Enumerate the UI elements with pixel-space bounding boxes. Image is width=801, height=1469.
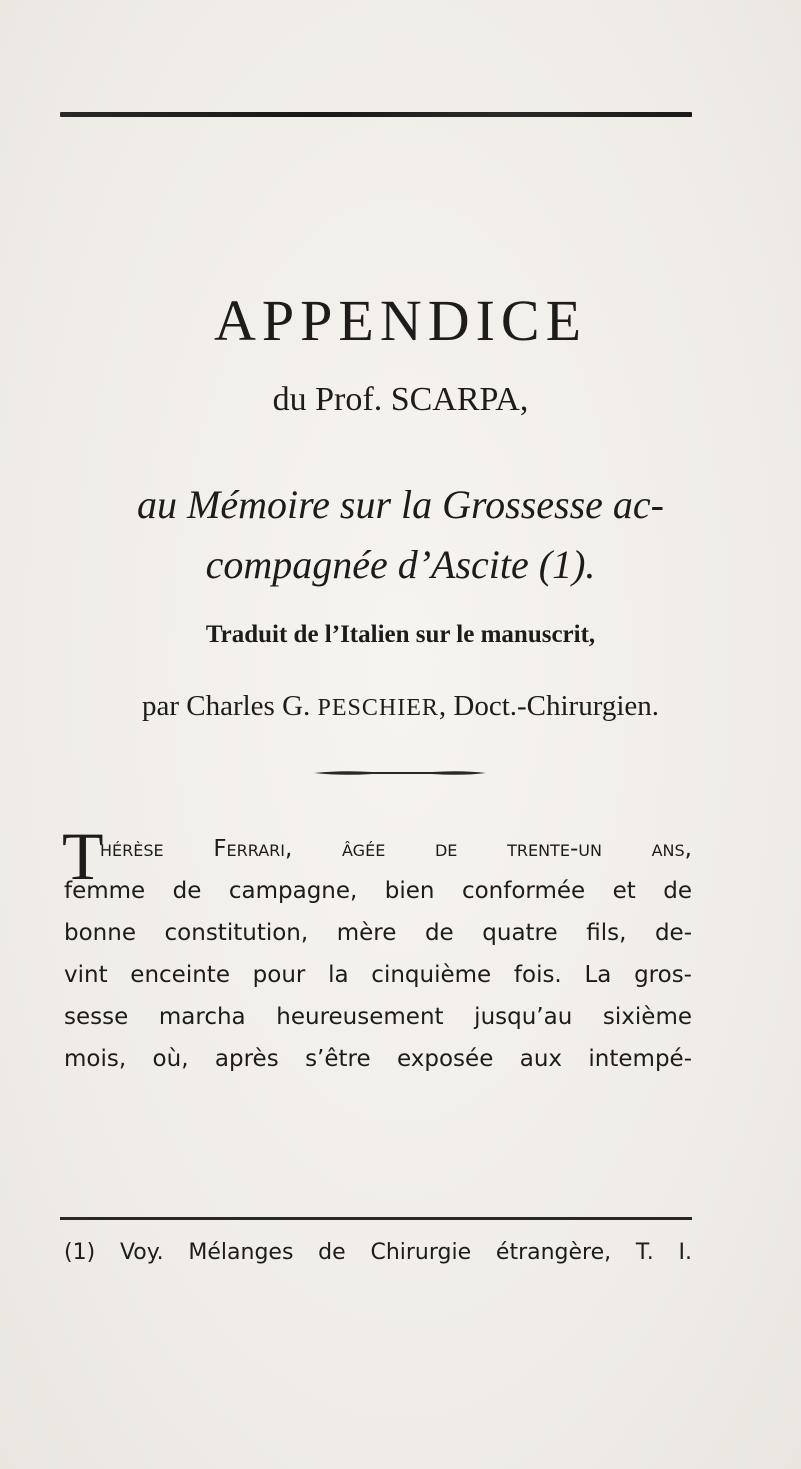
translator-prefix: par Charles G. <box>141 690 311 722</box>
subtitle-line-1: au Mémoire sur la Grossesse ac- <box>137 482 664 527</box>
top-rule <box>60 112 692 117</box>
section-ornament <box>312 770 488 776</box>
translator-suffix: , Doct.-Chirurgien. <box>438 690 660 722</box>
translation-note: Traduit de l’Italien sur le manuscrit, <box>205 621 596 648</box>
body-line-2: femme de campagne, bien conformée et de <box>64 878 692 904</box>
drop-cap: T <box>62 818 104 894</box>
body-line-5: sesse marcha heureusement jusqu’au sixième <box>64 1004 692 1030</box>
body-line-6: mois, où, après s’être exposée aux intempé- <box>64 1046 692 1072</box>
footnote-rule <box>60 1217 692 1220</box>
body-line-1: hérèse Ferrari, âgée de trente-un ans, <box>100 836 692 862</box>
subtitle-line-2: compagnée d’Ascite (1). <box>205 542 596 587</box>
translator-surname: PESCHIER <box>317 695 439 721</box>
body-line-4: vint enceinte pour la cinquième fois. La gros- <box>64 962 692 988</box>
footnote: (1) Voy. Mélanges de Chirurgie étrangère, T. I. <box>64 1240 692 1265</box>
author-byline: du Prof. SCARPA, <box>272 381 529 418</box>
translator-credit <box>0 692 801 721</box>
body-line-3: bonne constitution, mère de quatre fils, de- <box>64 920 692 946</box>
appendix-heading: APPENDICE <box>213 288 588 353</box>
